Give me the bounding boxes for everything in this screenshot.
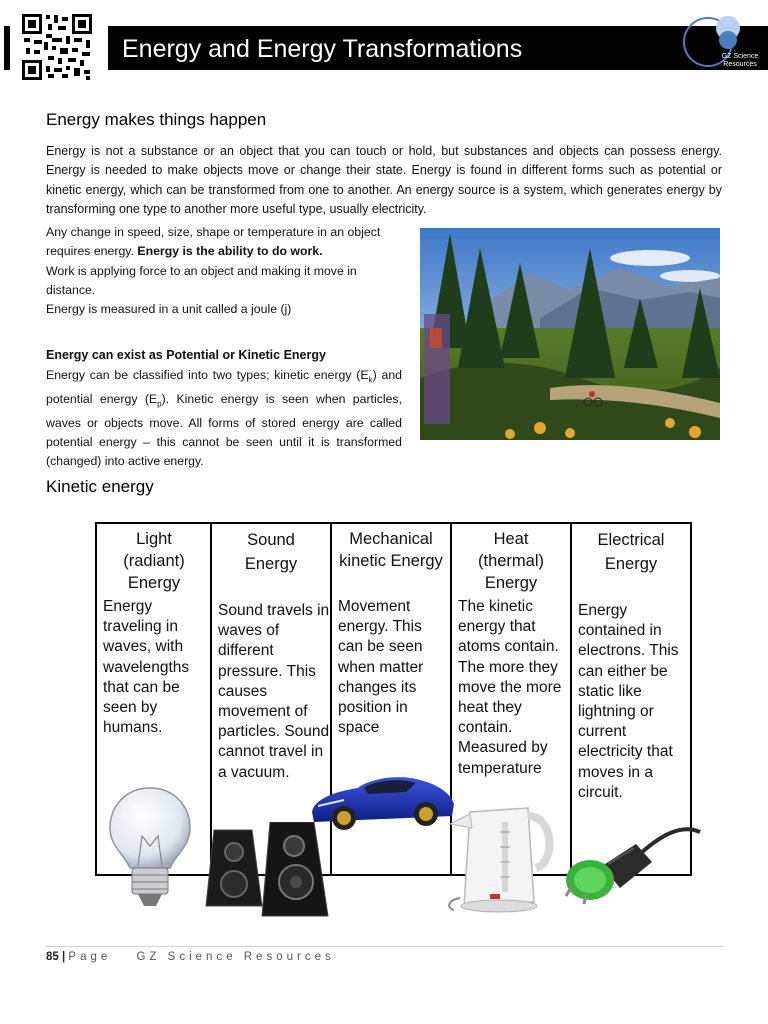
potential-kinetic-subheading: Energy can exist as Potential or Kinetic Energy	[46, 348, 326, 362]
publisher-name: GZ Science Resources	[136, 951, 335, 963]
intro-paragraph: Energy is not a substance or an object that you can touch or hold, but substances and objects can possess energy. Energy is needed to make objects move or change their state. Energy is found in different forms such as potential or kinetic energy, which can be transformed from one to another. An energy source is a system, which generates energy by transforming one type to another more useful type, usually electricity.	[46, 144, 722, 216]
column-title-line: Electrical	[597, 531, 665, 549]
speakers-icon	[204, 822, 332, 918]
logo-text-line2: Resources	[723, 61, 757, 68]
column-body-electrical: Energy contained in electrons. This can either be static like lightning or current electricity that moves in a circuit.	[578, 602, 679, 801]
energy-definition-bold: Energy is the ability to do work.	[137, 244, 323, 259]
sports-car-icon	[308, 770, 458, 836]
column-title-line: Energy	[484, 574, 538, 592]
pk-text-a: Energy can be classified into two types; kinetic energy (E	[46, 368, 369, 382]
column-title-sound	[212, 528, 330, 576]
column-body-heat: The kinetic energy that atoms contain. The more they move the more heat they contain. Measured by temperature	[458, 598, 562, 777]
work-definition-text: Work is applying force to an object and making it move in distance.	[46, 263, 357, 297]
qr-code-icon[interactable]	[20, 12, 94, 82]
logo-text-line1: GZ Science	[721, 53, 759, 60]
column-title-mechanical	[332, 528, 450, 572]
logo-text	[718, 53, 762, 69]
column-title-line: kinetic Energy	[339, 552, 443, 570]
footer-rule	[46, 946, 724, 947]
page-title: Energy and Energy Transformations	[122, 35, 523, 63]
potential-kinetic-paragraph	[46, 366, 402, 471]
column-title-light-text	[99, 528, 209, 594]
mountain-landscape-photo	[420, 228, 720, 440]
column-title-line: Energy	[127, 574, 181, 592]
page-label: Page	[68, 951, 112, 963]
column-title-line: Mechanical	[349, 530, 433, 548]
column-title-line: Sound	[247, 531, 295, 549]
column-title-line: Heat	[493, 530, 529, 548]
power-plug-icon	[562, 824, 704, 906]
column-body-mechanical: Movement energy. This can be seen when matter changes its position in space	[338, 598, 424, 737]
column-title-line: (radiant)	[123, 552, 185, 570]
energy-definition-paragraph	[46, 223, 402, 319]
column-title-electrical	[572, 528, 690, 576]
column-body-light: Energy traveling in waves, with wavelengths that can be seen by humans.	[103, 598, 190, 737]
column-title-line: Energy	[604, 555, 658, 573]
column-title-line: Light	[136, 530, 172, 548]
footer-separator: |	[62, 951, 66, 963]
ek-subscript: k	[368, 375, 373, 385]
pk-text-c: ). Kinetic energy is seen when particles, waves or objects move. All forms of stored energy are called potential energy – this cannot be seen until it is transformed (changed) into active energy.	[46, 391, 402, 469]
page-footer	[46, 950, 335, 964]
pk-text-b: ) and potential energy (E	[46, 368, 403, 406]
column-title-line: (thermal)	[477, 552, 544, 570]
column-title-heat	[452, 528, 570, 594]
energy-change-text: Any change in speed, size, shape or temperature in an object requires energy.	[46, 225, 381, 259]
ep-subscript: p	[157, 399, 162, 409]
section-heading-kinetic: Kinetic energy	[46, 477, 154, 496]
light-bulb-icon	[108, 786, 192, 912]
header-left-rule	[4, 26, 10, 70]
kettle-icon	[444, 802, 560, 914]
column-body-sound: Sound travels in waves of different pressure. This causes movement of particles. Sound cannot travel in a vacuum.	[218, 602, 330, 781]
section-heading-energy: Energy makes things happen	[46, 110, 267, 129]
page-number: 85	[46, 951, 59, 963]
column-title-line: Energy	[244, 555, 298, 573]
joule-text: Energy is measured in a unit called a joule (j)	[46, 302, 292, 317]
column-divider	[570, 524, 572, 874]
